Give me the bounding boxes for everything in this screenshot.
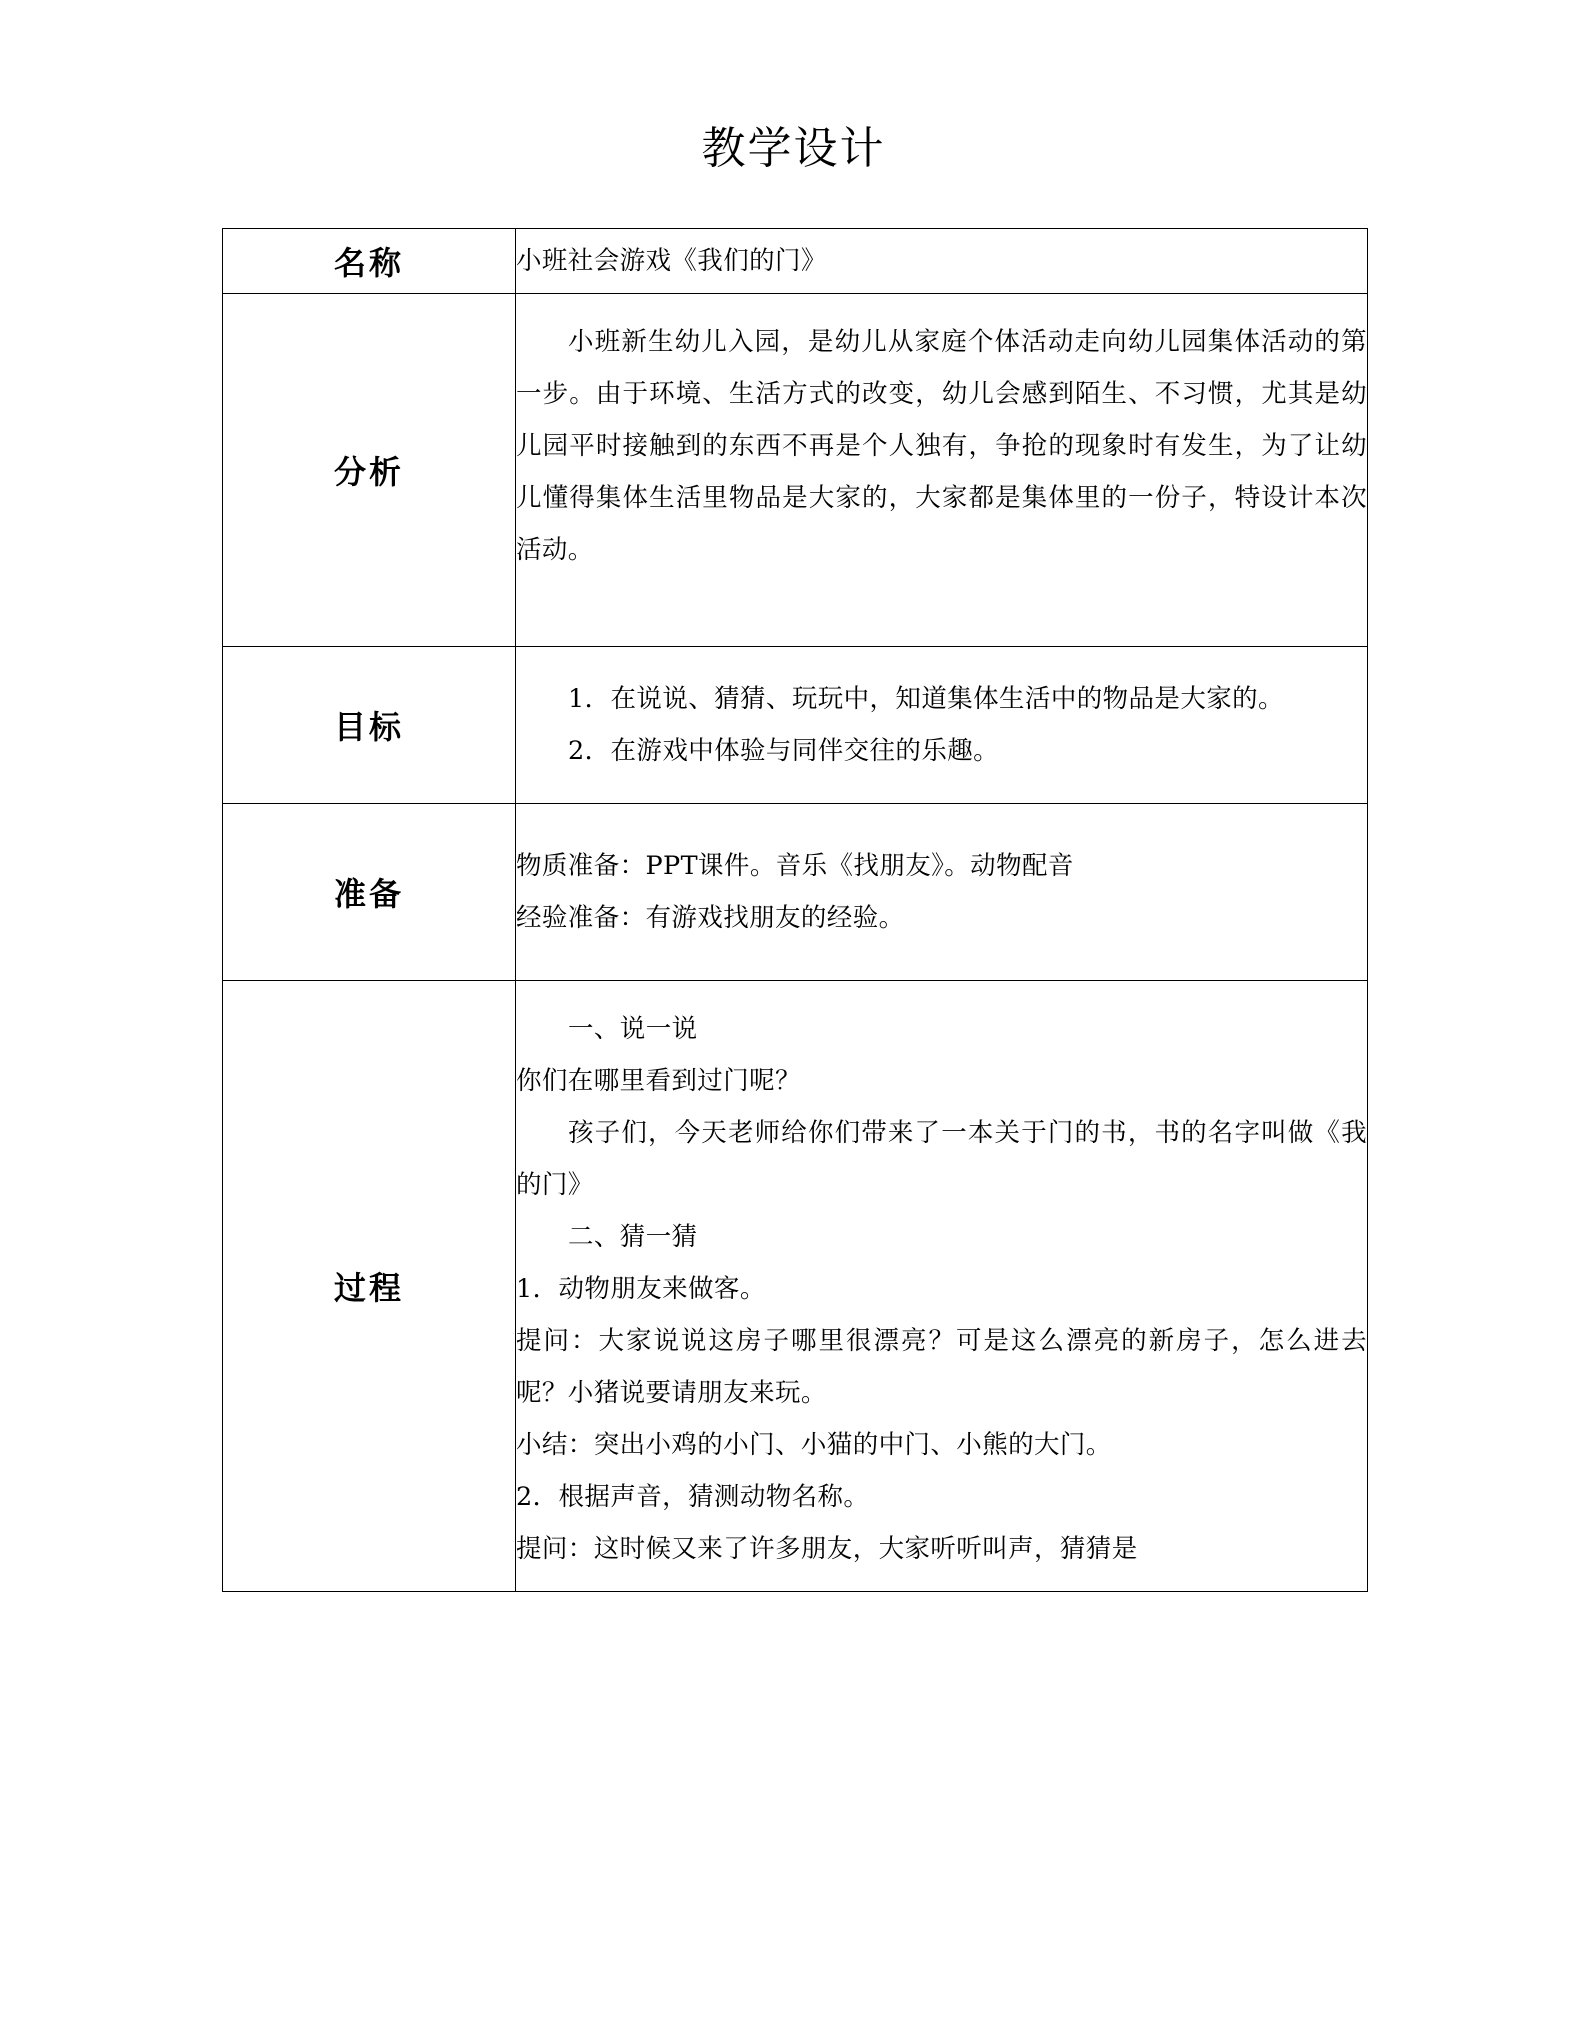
row-label-name: 名称 [223,229,516,294]
process-question-2: 提问：这时候又来了许多朋友，大家听听叫声，猜猜是 [516,1534,1138,1564]
row-content-process [516,981,1368,1592]
row-label-process: 过程 [223,981,516,1592]
row-content-name [516,229,1368,294]
table-row-process [223,981,1368,1592]
table-row-prepare [223,804,1368,981]
objective-item-1: 1．在说说、猜猜、玩玩中，知道集体生活中的物品是大家的。 [568,684,1284,714]
table-row-analysis [223,294,1368,647]
analysis-paragraph: 小班新生幼儿入园，是幼儿从家庭个体活动走向幼儿园集体活动的第一步。由于环境、生活方式的改变，幼儿会感到陌生、不习惯，尤其是幼儿园平时接触到的东西不再是个人独有，争抢的现象时有发生，为了让幼儿懂得集体生活里物品是大家的，大家都是集体里的一份子，特设计本次活动。 [516,327,1367,565]
process-step-1: 1．动物朋友来做客。 [516,1274,766,1304]
process-heading-2: 二、猜一猜 [568,1222,698,1252]
process-question-where: 你们在哪里看到过门呢？ [516,1066,801,1096]
process-intro-book: 孩子们，今天老师给你们带来了一本关于门的书，书的名字叫做《我的门》 [516,1118,1367,1200]
lesson-plan-table-wrapper [0,228,1587,1592]
row-content-prepare [516,804,1368,981]
prepare-experience-line: 经验准备：有游戏找朋友的经验。 [516,903,905,933]
row-label-prepare: 准备 [223,804,516,981]
row-label-objective: 目标 [223,647,516,804]
page-title: 教学设计 [701,123,886,174]
table-row-name [223,229,1368,294]
lesson-name-text: 小班社会游戏《我们的门》 [516,246,827,276]
prepare-material-line: 物质准备：PPT课件。音乐《找朋友》。动物配音 [516,851,1074,881]
table-row-objective [223,647,1368,804]
objective-item-2: 2．在游戏中体验与同伴交往的乐趣。 [568,736,1000,766]
process-step-2: 2．根据声音，猜测动物名称。 [516,1482,870,1512]
row-content-analysis [516,294,1368,647]
process-summary-1: 小结：突出小鸡的小门、小猫的中门、小熊的大门。 [516,1430,1112,1460]
process-heading-1: 一、说一说 [568,1014,698,1044]
lesson-plan-table [222,228,1368,1592]
process-question-1: 提问：大家说说这房子哪里很漂亮？可是这么漂亮的新房子，怎么进去呢？小猪说要请朋友来玩。 [516,1326,1367,1408]
row-label-analysis: 分析 [223,294,516,647]
row-content-objective [516,647,1368,804]
